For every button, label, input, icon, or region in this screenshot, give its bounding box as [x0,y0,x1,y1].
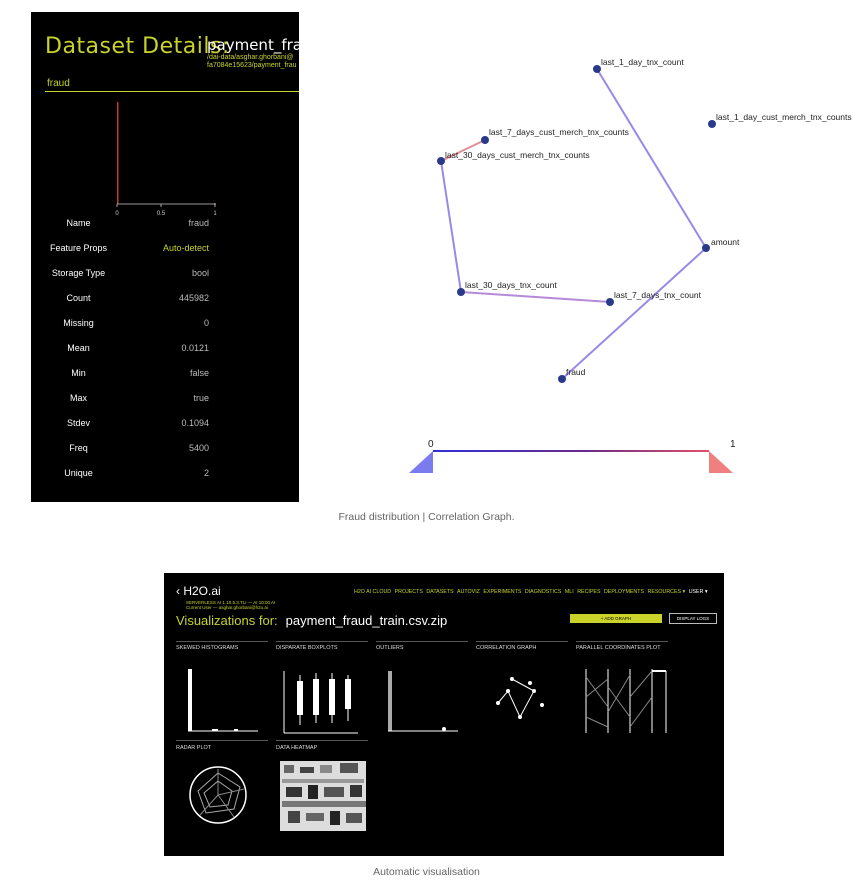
node-label: last_7_days_cust_merch_tnx_counts [489,127,629,137]
caption-fraud-correlation: Fraud distribution | Correlation Graph. [338,511,515,523]
thumb-skewed-histograms[interactable] [182,665,262,735]
stat-row-stdev [31,418,299,438]
visualizations-title [176,613,447,628]
stat-value: true [193,393,209,403]
nav-autoviz[interactable]: AUTOVIZ [457,589,480,595]
plot-title-data-heatmap[interactable]: DATA HEATMAP [276,745,318,751]
node-label: last_7_days_tnx_count [614,290,701,300]
stat-label: Unique [64,468,93,478]
stat-row-name [31,218,299,238]
node-label: amount [711,237,740,247]
correlation-graph [400,40,853,400]
dataset-path-line2: fa7084e15623/payment_frau [207,62,297,69]
add-graph-button[interactable]: + ADD GRAPH [570,614,662,623]
plot-title-outliers[interactable]: OUTLIERS [376,645,404,651]
dataset-name: payment_frau [207,36,312,54]
stat-label: Stdev [66,418,90,428]
nav-diagnostics[interactable]: DIAGNOSTICS [524,589,562,595]
node-last-1-day-cust-merch-tnx-counts[interactable] [708,120,716,128]
stat-label: Name [66,218,91,228]
stat-row-freq [31,443,299,463]
histogram-tick-label: 1 [213,211,217,217]
stat-value: 0.0121 [181,343,209,353]
h2o-logo[interactable]: ‹ H2O.ai [176,584,221,598]
stat-value: 2 [203,468,209,478]
edge-30day-cust-30day [441,161,461,292]
thumb-correlation-graph[interactable] [490,673,550,723]
visualizations-label: Visualizations for: [176,613,278,628]
stat-label: Mean [67,343,90,353]
stat-row-unique [31,468,299,488]
stat-label: Max [69,393,87,403]
stat-row-feature-props [31,243,299,263]
stat-value: 445982 [178,293,209,303]
stat-row-storage-type [31,268,299,288]
thumb-parallel-coordinates[interactable] [584,667,668,737]
scale-high-triangle [709,451,733,473]
node-last-7-days-tnx-count[interactable] [606,298,614,306]
stat-value: fraud [188,218,209,228]
nav-h2o-ai-cloud[interactable]: H2O AI CLOUD [354,589,392,595]
stat-value: bool [191,268,209,278]
node-last-1-day-tnx-count[interactable] [593,65,601,73]
nav-recipes[interactable]: RECIPES [577,589,601,595]
node-label: last_30_days_cust_merch_tnx_counts [445,150,590,160]
plot-divider [276,641,368,642]
plot-title-radar-plot[interactable]: RADAR PLOT [176,745,212,751]
node-fraud[interactable] [558,375,566,383]
stat-value: 0 [203,318,209,328]
node-last-7-days-cust-merch-tnx-counts[interactable] [481,136,489,144]
plot-divider [576,641,668,642]
stat-row-mean [31,343,299,363]
plot-divider [276,740,368,741]
plot-divider [376,641,468,642]
stat-value: 5400 [188,443,209,453]
scale-min-label: 0 [428,439,434,450]
stat-row-count [31,293,299,313]
version-info [186,600,275,610]
thumb-disparate-boxplots[interactable] [282,669,362,737]
node-label: fraud [566,367,586,377]
nav-mli[interactable]: MLI [564,589,574,595]
stat-value: 0.1094 [181,418,209,428]
edge-30day-7day [461,292,610,302]
nav-projects[interactable]: PROJECTS [394,589,423,595]
version-line2: Current User — asghar.ghorbani@h2o.ai [186,605,268,610]
file-name: payment_fraud_train.csv.zip [285,613,448,628]
plot-title-disparate-boxplots[interactable]: DISPARATE BOXPLOTS [276,645,338,651]
edge-amount-fraud [562,248,706,379]
node-last-30-days-tnx-count[interactable] [457,288,465,296]
plot-divider [176,740,268,741]
nav-datasets[interactable]: DATASETS [426,589,454,595]
nav-user[interactable]: USER ▾ [688,589,708,595]
nav-deployments[interactable]: DEPLOYMENTS [603,589,645,595]
dataset-details-panel [31,12,312,502]
nav-experiments[interactable]: EXPERIMENTS [483,589,522,595]
node-label: last_1_day_cust_merch_tnx_counts [716,112,852,122]
top-nav [354,589,711,595]
fraud-histogram [31,92,299,222]
stat-row-min [31,368,299,388]
feature-tab[interactable]: fraud [47,78,70,89]
scale-gradient-bar [433,450,709,452]
dataset-path [207,54,297,70]
plot-divider [476,641,568,642]
stat-label: Min [71,368,86,378]
thumb-outliers[interactable] [382,667,462,735]
scale-low-triangle [409,451,433,473]
version-line1: SERVERLESS AI 1.10.5.3.TLI — AI 10:00 AI [186,600,276,605]
details-title: Dataset Details: [45,34,230,59]
stat-label: Storage Type [51,268,106,278]
stat-value: false [189,368,209,378]
node-label: last_1_day_tnx_count [601,57,684,67]
scale-max-label: 1 [730,439,736,450]
thumb-data-heatmap[interactable] [280,761,366,831]
node-label: last_30_days_tnx_count [465,280,557,290]
nav-resources[interactable]: RESOURCES ▾ [647,589,686,595]
plot-title-correlation-graph[interactable]: CORRELATION GRAPH [476,645,537,651]
caption-automatic-visualisation: Automatic visualisation [373,866,480,878]
edge-1day-amount [597,69,706,248]
feature-props-link[interactable]: Auto-detect [162,243,209,253]
stat-row-missing [31,318,299,338]
h2o-autoviz-screenshot [164,573,724,856]
histogram-tick-label: 0.5 [156,211,166,217]
stat-label: Freq [69,443,88,453]
node-amount[interactable] [702,244,710,252]
histogram-bar-false [117,102,119,204]
plot-title-parallel-coordinates[interactable]: PARALLEL COORDINATES PLOT [576,645,661,651]
stat-label: Missing [63,318,94,328]
plot-title-skewed-histograms[interactable]: SKEWED HISTOGRAMS [176,645,239,651]
histogram-tick-label: 0 [115,211,119,217]
dataset-path-line1: /dai-data/asghar.ghorbani@ [207,54,294,61]
thumb-radar-plot[interactable] [186,763,250,827]
correlation-color-scale [405,436,740,478]
stat-label: Feature Props [49,243,108,253]
stat-label: Count [66,293,91,303]
display-logs-button[interactable]: DISPLAY LOGS [669,613,717,624]
plot-divider [176,641,268,642]
node-last-30-days-cust-merch-tnx-counts[interactable] [437,157,445,165]
stat-row-max [31,393,299,413]
